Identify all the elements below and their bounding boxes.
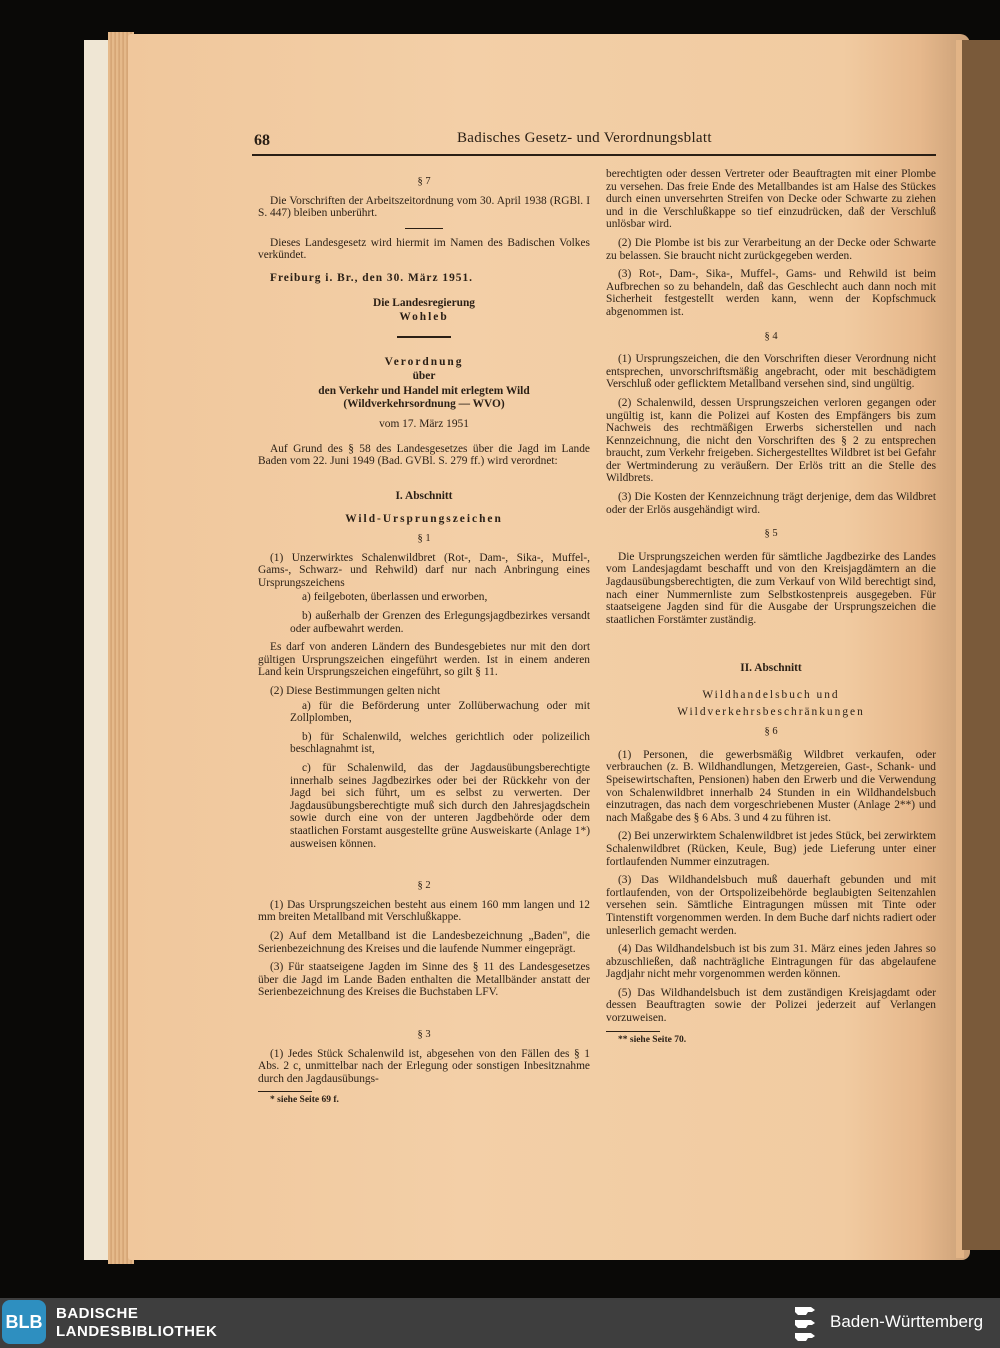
ordinance-subject: den Verkehr und Handel mit erlegtem Wild	[318, 384, 530, 397]
running-title: Badisches Gesetz- und Verordnungsblatt	[457, 130, 712, 146]
section-heading: § 5	[764, 528, 778, 540]
part-title-line-2: Wildverkehrsbeschränkungen	[677, 705, 865, 718]
paragraph: (3) Für staatseigene Jagden im Sinne des § 11 des Landesgesetzes über die Jagd im Lande Baden enthalten die Metallbänder anstatt der Serienbezeichnung des Kreises die Buchstaben LFV.	[258, 961, 590, 999]
paragraph: Es darf von anderen Ländern des Bundesgebietes nur mit den dort gültigen Ursprungszeichen eingeführt werden. Ist in einem anderen Land kein Ursprungszeichen eingeführt, so gilt § 11.	[258, 641, 590, 679]
ordinance-date: vom 17. März 1951	[379, 418, 469, 431]
section-heading: § 1	[417, 533, 431, 545]
footnote-rule	[258, 1091, 312, 1092]
list-item: a) feilgeboten, überlassen und erworben,	[302, 591, 488, 604]
section-heading: § 6	[764, 726, 778, 738]
list-item: a) für die Beförderung unter Zollüberwachung oder mit Zollplomben,	[290, 699, 590, 725]
paragraph: (3) Rot-, Dam-, Sika-, Muffel-, Gams- und Rehwild ist beim Aufbrechen so zu behandeln, daß das Geschlecht auch dann noch mit Sicherheit festgestellt werden kann, wenn der Kopfschmuck abgenommen ist.	[606, 268, 936, 318]
library-name-line-2: LANDESBIBLIOTHEK	[56, 1323, 218, 1340]
paragraph: (2) Diese Bestimmungen gelten nicht	[270, 685, 441, 698]
section-heading: § 7	[417, 176, 431, 187]
list-item: c) für Schalenwild, das der Jagdausübungsberechtigte innerhalb seines Jagdbezirkes oder bei der Rückkehr von der Jagd bei sich führt, um es selbst zu verwerten. Der Jagdausübungsberechtigte muß sich durch den Jahresjagdschein sowie durch eine von der unteren Jagdbehörde oder dem staatlichen Forstamt ausgestellte grüne Ausweiskarte (Anlage 1*) ausweisen können.	[290, 762, 590, 850]
list-item: b) außerhalb der Grenzen des Erlegungsjagdbezirkes versandt oder aufbewahrt werden.	[290, 610, 590, 635]
paragraph: Auf Grund des § 58 des Landesgesetzes über die Jagd im Lande Baden vom 22. Juni 1949 (Bad. GVBl. S. 279 ff.) wird verordnet:	[258, 442, 590, 468]
page-number: 68	[254, 132, 270, 149]
separator	[397, 336, 451, 338]
paragraph: (2) Auf dem Metallband ist die Landesbezeichnung „Baden", die Serienbezeichnung des Kreises und die laufende Nummer eingeprägt.	[258, 929, 590, 955]
separator	[405, 228, 443, 229]
section-heading: § 4	[764, 330, 778, 342]
paragraph: Dieses Landesgesetz wird hiermit im Namen des Badischen Volkes verkündet.	[258, 236, 590, 262]
paragraph: berechtigten oder dessen Vertreter oder Beauftragten mit einer Plombe zu versehen. Das freie Ende des Metallbandes ist am Halse des Stückes durch einen unversehrten Streifen von Decke oder Schwarte zu ziehen und in die Verschlußkappe so tief einzudrücken, daß der Verschluß unlösbar wird.	[606, 168, 936, 231]
state-name[interactable]: Baden-Württemberg	[830, 1312, 984, 1331]
footnote-rule	[606, 1031, 660, 1032]
ordinance-title: Verordnung	[384, 355, 464, 368]
part-title: Wild-Ursprungszeichen	[345, 512, 503, 525]
footnote: ** siehe Seite 70.	[618, 1034, 687, 1045]
government: Die Landesregierung	[373, 296, 475, 309]
baden-wuerttemberg-lions-icon	[792, 1303, 820, 1343]
paragraph: (3) Die Kosten der Kennzeichnung trägt derjenige, dem das Wildbret oder der Erlös ausgehändigt wird.	[606, 491, 936, 516]
list-item: b) für Schalenwild, welches gerichtlich oder polizeilich beschlagnahmt ist,	[290, 730, 590, 756]
paragraph: (1) Personen, die gewerbsmäßig Wildbret verkaufen, oder verbrauchen (z. B. Wildhandlungen, Metzgereien, Gast-, Schank- und Speisewirtschaften, Pensionen) haben den Erwerb und die Verwendung von Schalenwildbret innerhalb 24 Stunden in ein Wildhandelsbuch einzutragen, das nach dem vorgeschriebenen Muster (Anlage 2**) und nach Maßgabe des § 6 Abs. 3 und 4 zu führen ist.	[606, 748, 936, 824]
paragraph: Die Ursprungszeichen werden für sämtliche Jagdbezirke des Landes vom Landesjagdamt beschafft und von den Kreisjagdämtern an die Jagdausübungsberechtigten, die zum Verkauf von Wild berechtigt sind, nach einer Nummernliste zum Selbstkostenpreis ausgegeben. Für staatseigene Jagden sind für die Ausgabe der Ursprungszeichen die staatlichen Forstämter zuständig.	[606, 550, 936, 626]
paragraph: (5) Das Wildhandelsbuch ist dem zuständigen Kreisjagdamt oder dessen Beauftragten sowie der Polizei jederzeit auf Verlangen vorzuweisen.	[606, 986, 936, 1025]
library-name-line-1: BADISCHE	[56, 1305, 139, 1322]
paragraph: (2) Schalenwild, dessen Ursprungszeichen verloren gegangen oder ungültig ist, kann die Polizei auf Kosten des Empfängers bis zum Nachweis des rechtmäßigen Erwerbs sicherstellen und nach Kennzeichnung, die nicht den Vorschriften des § 2 zu entsprechen braucht, zum Verkehr freigeben. Sichergestelltes Wildbret ist bei Gefahr der Wertminderung zu veräußern. Der Erlös tritt an die Stelle des Wildbrets.	[606, 396, 936, 485]
left-column	[258, 168, 590, 1113]
paragraph: (2) Die Plombe ist bis zur Verarbeitung an der Decke oder Schwarte zu belassen. Sie braucht nicht zurückgegeben werden.	[606, 236, 936, 262]
paragraph: (1) Unzerwirktes Schalenwildbret (Rot-, Dam-, Sika-, Muffel-, Gams-, Schwarz- und Rehwild) darf nur nach Anbringung eines Ursprungszeichens	[258, 551, 590, 589]
ordinance-ueber: über	[412, 370, 436, 383]
footnote: * siehe Seite 69 f.	[270, 1095, 339, 1106]
part-heading: II. Abschnitt	[740, 662, 802, 675]
paragraph: Die Vorschriften der Arbeitszeitordnung vom 30. April 1938 (RGBl. I S. 447) bleiben unberührt.	[258, 194, 590, 220]
paragraph: (4) Das Wildhandelsbuch ist bis zum 31. März eines jeden Jahres so abzuschließen, daß nachträgliche Eintragungen für das abgelaufene Jagdjahr nicht mehr vorgenommen werden können.	[606, 943, 936, 981]
library-name[interactable]	[56, 1305, 217, 1341]
section-heading: § 3	[417, 1028, 431, 1040]
page-header	[252, 130, 936, 154]
blb-logo[interactable]: BLB	[2, 1300, 46, 1344]
part-heading: I. Abschnitt	[395, 489, 453, 502]
paragraph: (1) Jedes Stück Schalenwild ist, abgesehen von den Fällen des § 1 Abs. 2 c, unmittelbar nach der Erlegung oder sonstigen Inbesitznahme durch den Jagdausübungs-	[258, 1047, 590, 1085]
ordinance-short-title: (Wildverkehrsordnung — WVO)	[343, 397, 505, 410]
paragraph: (3) Das Wildhandelsbuch muß dauerhaft gebunden und mit fortlaufenden, von der Ortspolizeibehörde beglaubigten Seitenzahlen versehen sein. Sämtliche Eintragungen müssen mit Tinte oder Tintenstift vorgenommen werden. In dem Buche darf nichts radiert oder unleserlich gemacht werden.	[606, 874, 936, 937]
paragraph: (1) Ursprungszeichen, die den Vorschriften dieser Verordnung nicht entsprechen, unvorschriftsmäßig angebracht, oder mit beschädigtem Verschluß oder geflicktem Metallband versehen sind, sind ungültig.	[606, 353, 936, 391]
right-column	[606, 168, 936, 1052]
book-cover-edge	[962, 40, 1000, 1250]
signer: Wohleb	[399, 311, 449, 324]
header-rule	[252, 154, 936, 156]
paragraph: (2) Bei unzerwirktem Schalenwildbret ist jedes Stück, bei zerwirktem Schalenwildbret (Rücken, Keule, Bug) jede Lieferung unter einer fortlaufenden Nummer einzutragen.	[606, 830, 936, 868]
paragraph: (1) Das Ursprungszeichen besteht aus einem 160 mm langen und 12 mm breiten Metallband mit Verschlußkappe.	[258, 898, 590, 924]
section-heading: § 2	[417, 880, 431, 892]
place-date: Freiburg i. Br., den 30. März 1951.	[270, 271, 473, 284]
part-title-line-1: Wildhandelsbuch und	[702, 689, 840, 701]
